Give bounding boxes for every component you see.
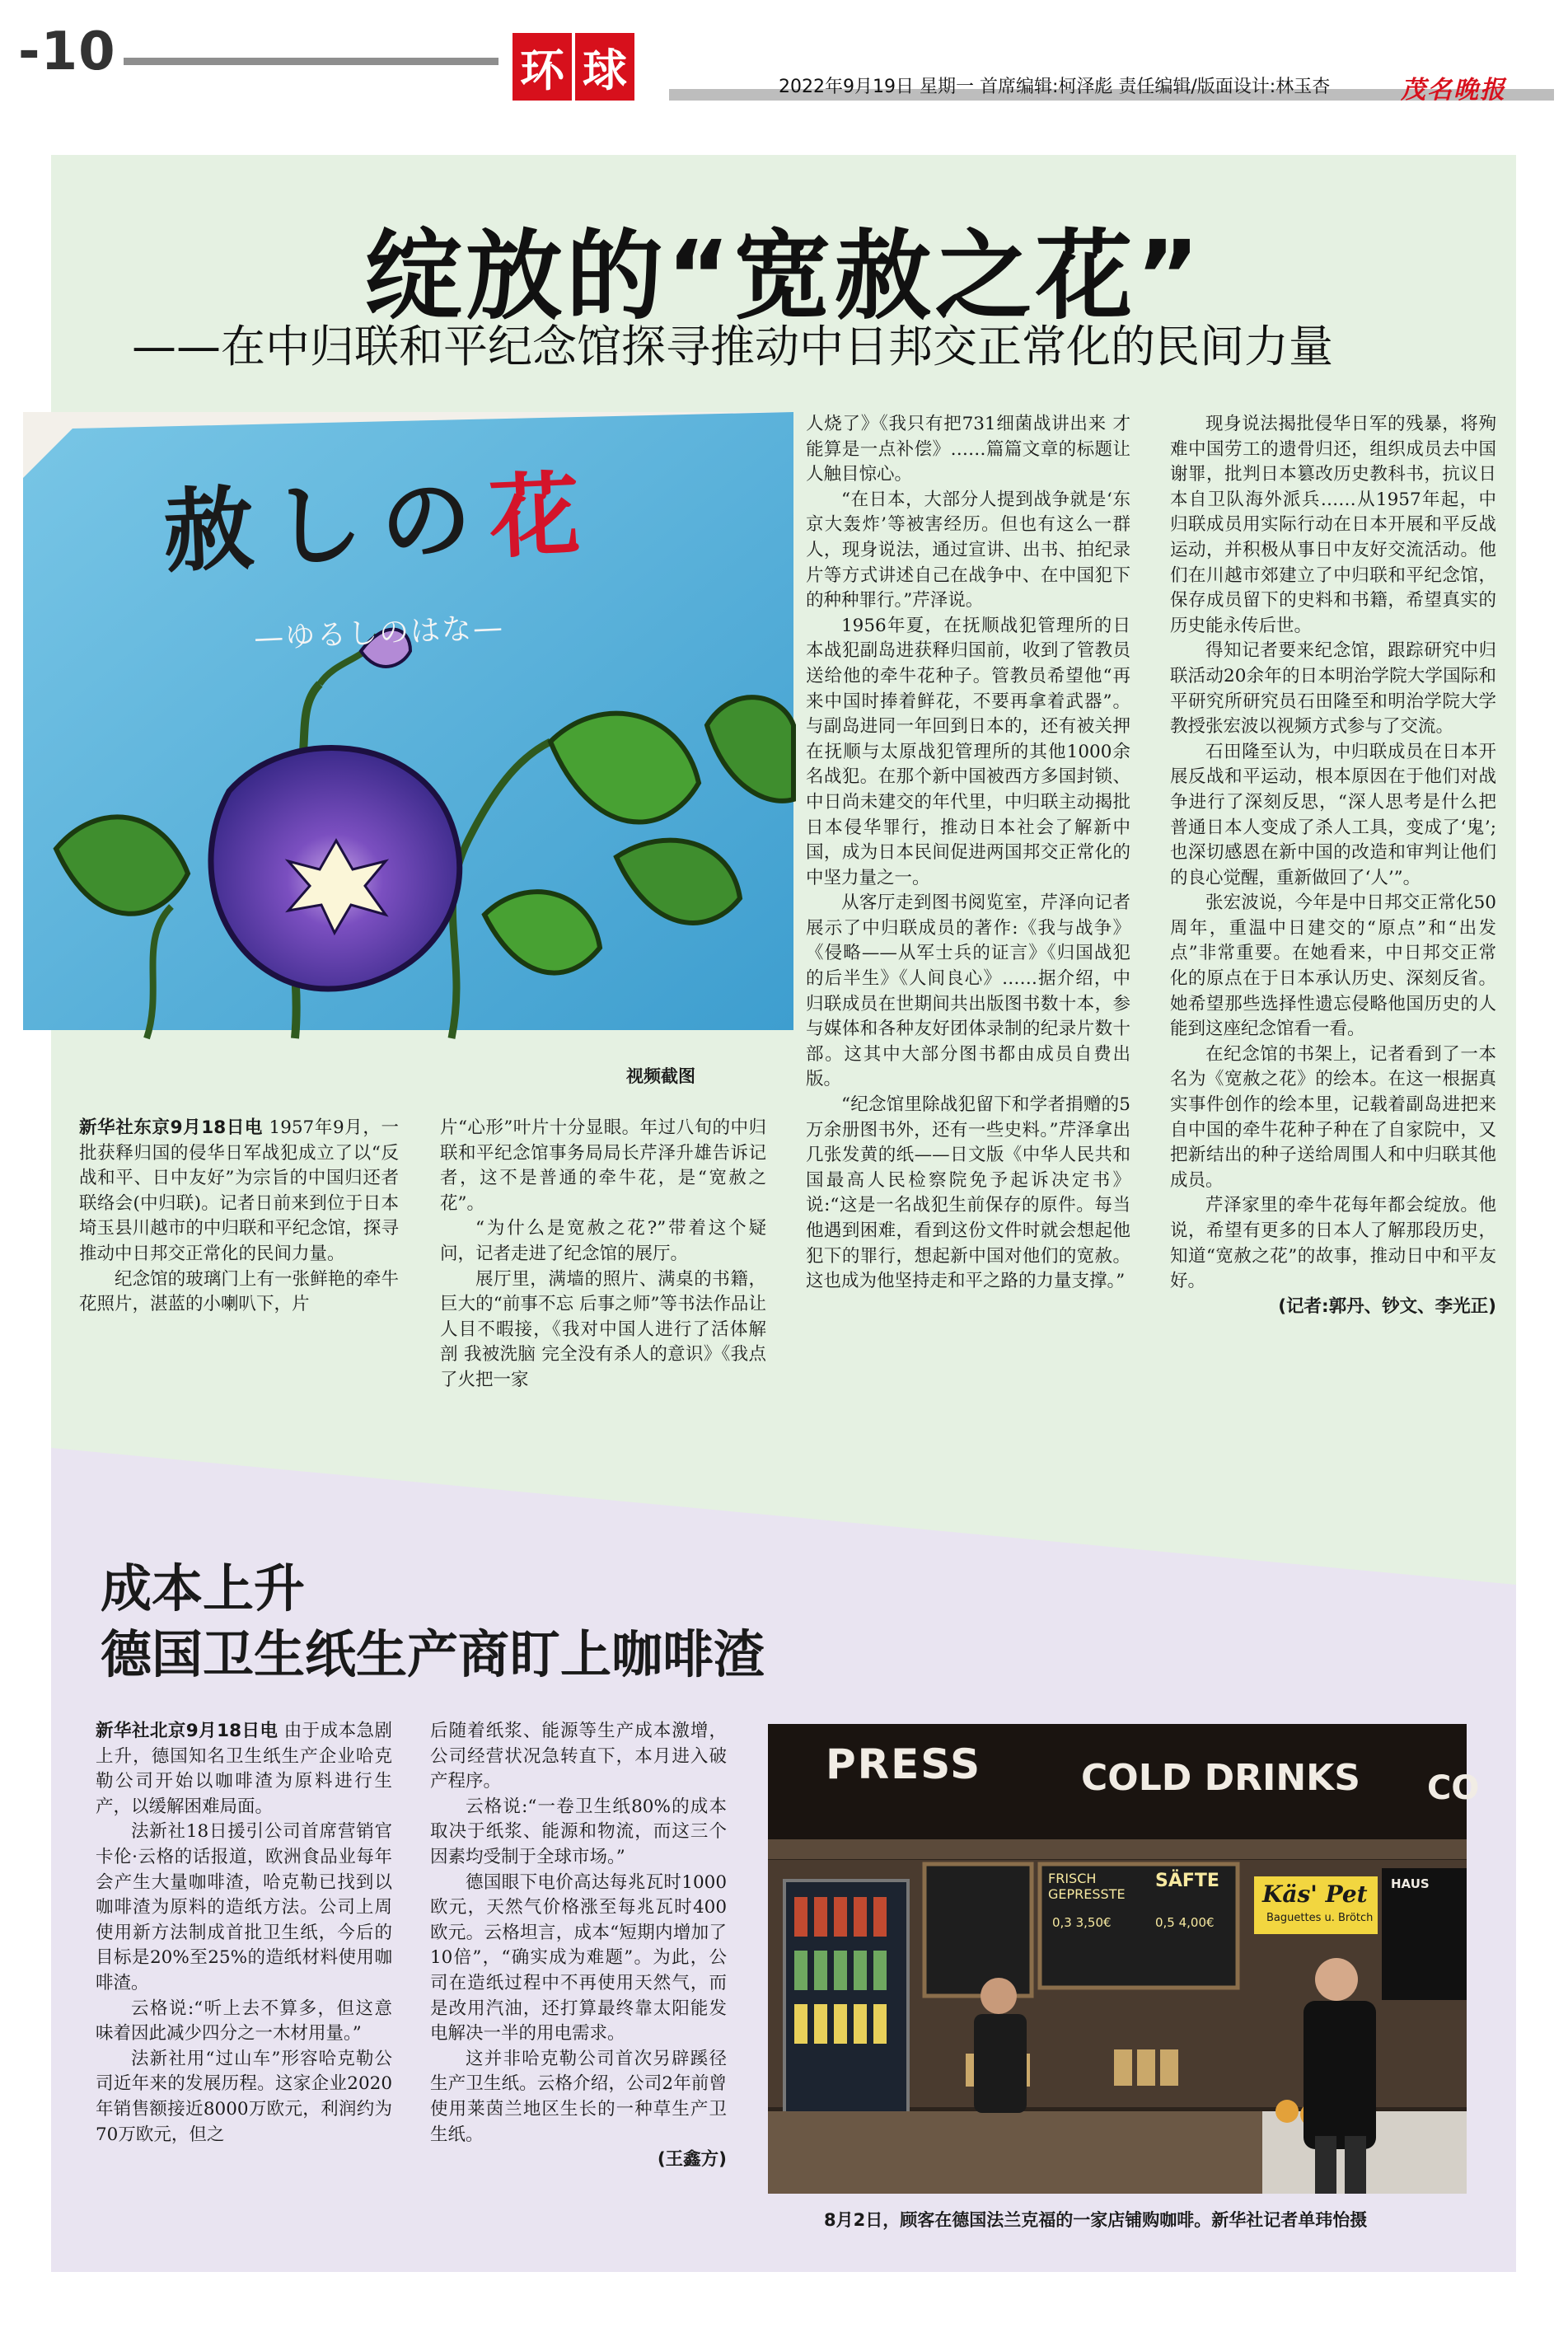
section-char-2: 球 <box>575 33 634 101</box>
article2-col1-para-1: 新华社北京9月18日电 由于成本急剧上升，德国知名卫生纸生产企业哈克勒公司开始以咖啡渣为原料进行生产，以缓解困难局面。 <box>96 1721 392 1817</box>
article1-col4-para-4: 张宏波说，今年是中日邦交正常化50周年，重温中日建交的“原点”和“出发点”非常重要。在她看来，中日邦交正常化的原点在于日本承认历史、深刻反省。她希望那些选择性遗忘侵略他国历史的人能到这座纪念馆看一看。 <box>1170 892 1496 1040</box>
coffee-shop-photo <box>768 1724 1480 2194</box>
masthead-logo: 茂名晚报 <box>1401 76 1506 105</box>
article1-col2-para-1: 片“心形”叶片十分显眼。年过八旬的中归联和平纪念馆事务局局长芹泽升雄告诉记者，这不是普通的牵牛花，是“宽赦之花”。 <box>440 1117 766 1214</box>
article2-column-2 <box>430 1719 727 2173</box>
cover-char-1: 赦 <box>161 475 256 585</box>
section-tag <box>513 33 634 101</box>
article2-col1-para-3: 云格说:“听上去不算多，但这意味着因此减少四分之一木材用量。” <box>96 1998 392 2045</box>
article1-col3-para-4: 从客厅走到图书阅览室，芹泽向记者展示了中归联成员的著作:《我与战争》《侵略——从军士兵的证言》《归国战犯的后半生》《人间良心》……据介绍，中归联成员在世期间共出版图书数十本，参与媒体和各种友好团体录制的纪录片数十部。这其中大部分图书都由成员自费出版。 <box>806 892 1130 1090</box>
cover-char-3: の <box>378 465 474 576</box>
article1-subtitle: ——在中归联和平纪念馆探寻推动中日邦交正常化的民间力量 <box>132 321 1333 372</box>
book-cover-photo <box>23 412 793 1030</box>
article2-title-line1: 成本上升 <box>101 1558 306 1618</box>
photo2-caption: 8月2日，顾客在德国法兰克福的一家店铺购咖啡。新华社记者单玮怡摄 <box>824 2210 1368 2230</box>
header-meta: 2022年9月19日 星期一 首席编辑:柯泽彪 责任编辑/版面设计:林玉杏 <box>779 77 1331 97</box>
article2-column-1 <box>96 1719 392 2148</box>
chalkboard-price-2: 0,5 4,00€ <box>1155 1915 1215 1930</box>
article1-col1-para-1: 新华社东京9月18日电 1957年9月，一批获释归国的侵华日军战犯成立了以“反战和平、日中友好”为宗旨的中国归还者联络会(中归联)。记者日前来到位于日本埼玉县川越市的中归联和平纪念馆，探寻推动中日邦交正常化的民间力量。 <box>79 1117 399 1264</box>
shop-sign-sub: Baguettes u. Brötch <box>1266 1912 1374 1924</box>
article1-column-4 <box>1170 412 1496 1319</box>
article1-col2-para-3: 展厅里，满墙的照片、满桌的书籍，巨大的“前事不忘 后事之师”等书法作品让人目不暇接，《我对中国人进行了活体解剖 我被洗脑 完全没有杀人的意识》《我点了火把一家 <box>440 1268 766 1390</box>
cover-title <box>161 461 583 585</box>
article1-title: 绽放的“宽赦之花” <box>364 219 1204 333</box>
cover-char-2: し <box>269 470 365 581</box>
article2-col2-para-4: 这并非哈克勒公司首次另辟蹊径生产卫生纸。云格介绍，公司2年前曾使用莱茵兰地区生长的一种草生产卫生纸。 <box>430 2048 727 2145</box>
article2-byline: (王鑫方) <box>657 2149 727 2171</box>
article2-col1-para-2: 法新社18日援引公司首席营销官卡伦·云格的话报道，欧洲食品业每年会产生大量咖啡渣，哈克勒已找到以咖啡渣为原料的造纸方法。公司上周使用新方法制成首批卫生纸，今后的目标是20%至25%的造纸材料使用咖啡渣。 <box>96 1821 392 1993</box>
article1-col4-para-2: 得知记者要来纪念馆，跟踪研究中归联活动20余年的日本明治学院大学国际和平研究所研究员石田隆至和明治学院大学教授张宏波以视频方式参与了交流。 <box>1170 640 1496 738</box>
article1-col4-para-5: 在纪念馆的书架上，记者看到了一本名为《宽赦之花》的绘本。在这一根据真实事件创作的绘本里，记载着副岛进把来自中国的牵牛花种子种在了自家院中，又把新结出的种子送给周围人和中归联其他成员。 <box>1170 1043 1496 1191</box>
article1-col3-para-5: “纪念馆里除战犯留下和学者捐赠的5万余册图书外，还有一些史料。”芹泽拿出几张发黄的纸——日文版《中华人民共和国最高人民检察院免予起诉决定书》说:“这是一名战犯生前保存的原件。每当他遇到困难，看到这份文件时就会想起他犯下的罪行，想起新中国对他们的宽赦。这也成为他坚持走和平之路的力量支撑。” <box>806 1094 1130 1292</box>
article1-col4-para-1: 现身说法揭批侵华日军的残暴，将殉难中国劳工的遗骨归还，组织成员去中国谢罪，批判日本篡改历史教科书，抗议日本自卫队海外派兵……从1957年起，中归联成员用实际行动在日本开展和平反战运动，并积极从事日中友好交流活动。他们在川越市郊建立了中归联和平纪念馆，保存成员留下的史料和书籍，希望真实的历史能永传后世。 <box>1170 414 1496 636</box>
press-sign: PRESS <box>826 1740 982 1788</box>
article2-col2-para-1: 后随着纸浆、能源等生产成本激增，公司经营状况急转直下，本月进入破产程序。 <box>430 1721 727 1792</box>
dateline: 新华社东京9月18日电 <box>79 1117 264 1138</box>
article2-col2-para-3: 德国眼下电价高达每兆瓦时1000欧元，天然气价格涨至每兆瓦时400欧元。云格坦言，成本“短期内增加了10倍”，“确实成为难题”。为此，公司在造纸过程中不再使用天然气，而是改用汽油，还打算最终靠太阳能发电解决一半的用电需求。 <box>430 1871 727 2045</box>
article1-column-1 <box>79 1116 399 1318</box>
side-sign: HAUS <box>1391 1876 1430 1891</box>
chalkboard-price-1: 0,3 3,50€ <box>1052 1915 1112 1930</box>
article2-col1-para-4: 法新社用“过山车”形容哈克勒公司近年来的发展历程。这家企业2020年销售额接近8000万欧元，利润约为70万欧元，但之 <box>96 2048 392 2145</box>
article1-col3-para-3: 1956年夏，在抚顺战犯管理所的日本战犯副岛进获释归国前，收到了管教员送给他的牵牛花种子。管教员希望他“再来中国时捧着鲜花，不要再拿着武器”。与副岛进同一年回到日本的，还有被关押在抚顺与太原战犯管理所的其他1000余名战犯。在那个新中国被西方多国封锁、中日尚未建交的年代里，中归联主动揭批日本侵华罪行，推动日本社会了解新中国，成为日本民间促进两国邦交正常化的中坚力量之一。 <box>806 615 1130 888</box>
article1-col3-para-2: “在日本，大部分人提到战争就是‘东京大轰炸’等被害经历。但也有这么一群人，现身说法，通过宣讲、出书、拍纪录片等方式讲述自己在战争中、在中国犯下的种种罪行。”芹泽说。 <box>806 489 1130 611</box>
page-number: -10 <box>18 21 116 82</box>
article1-col2-para-2: “为什么是宽赦之花?”带着这个疑问，记者走进了纪念馆的展厅。 <box>440 1218 766 1264</box>
section-char-1: 环 <box>513 33 572 101</box>
cold-drinks-sign: COLD DRINKS <box>1081 1757 1360 1799</box>
shop-sign: Käs' Pet <box>1262 1881 1368 1908</box>
chalkboard-text-2: SÄFTE <box>1155 1871 1219 1891</box>
cover-char-4: 花 <box>487 461 583 571</box>
article1-column-2 <box>440 1116 766 1394</box>
article1-col4-para-6: 芹泽家里的牵牛花每年都会绽放。他说，希望有更多的日本人了解那段历史，知道“宽赦之花”的故事，推动日中和平友好。 <box>1170 1195 1496 1292</box>
article1-col1-para-2: 纪念馆的玻璃门上有一张鲜艳的牵牛花照片，湛蓝的小喇叭下，片 <box>79 1268 399 1315</box>
article2-col2-para-2: 云格说:“一卷卫生纸80%的成本取决于纸浆、能源和物流，而这三个因素均受制于全球市场。” <box>430 1796 727 1867</box>
article1-col4-para-3: 石田隆至认为，中归联成员在日本开展反战和平运动，根本原因在于他们对战争进行了深刻反思，“深人思考是什么把普通日本人变成了杀人工具，变成了‘鬼’;也深切感恩在新中国的改造和审判让他们的良心觉醒，重新做回了‘人’”。 <box>1170 741 1496 888</box>
article1-byline: (记者:郭丹、钞文、李光正) <box>1278 1295 1496 1317</box>
photo1-caption: 视频截图 <box>626 1066 695 1086</box>
chalkboard-text-1: FRISCH GEPRESSTE <box>1048 1871 1126 1902</box>
article1-column-3 <box>806 412 1130 1295</box>
header-rule-left <box>124 58 498 65</box>
dateline-2: 新华社北京9月18日电 <box>96 1721 278 1741</box>
co-sign: CO <box>1427 1769 1480 1807</box>
article1-col3-para-1: 人烧了》《我只有把731细菌战讲出来 才能算是一点补偿》……篇篇文章的标题让人触目惊心。 <box>806 414 1130 485</box>
article2-title-line2: 德国卫生纸生产商盯上咖啡渣 <box>101 1624 765 1684</box>
cover-subtitle: —ゆるしのはな— <box>253 611 505 656</box>
